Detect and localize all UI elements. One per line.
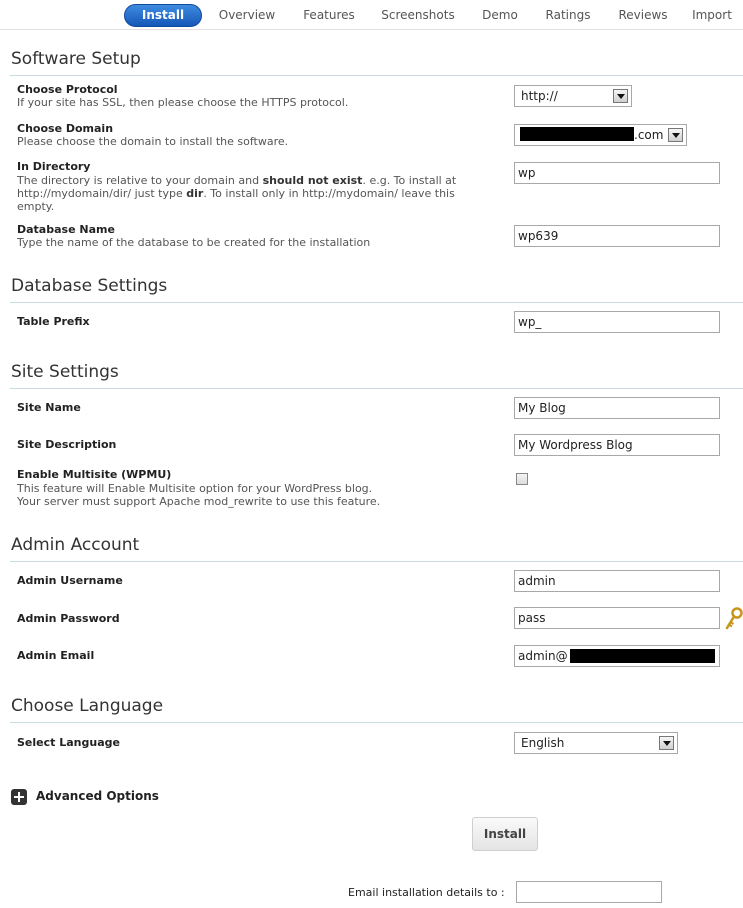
key-icon[interactable] xyxy=(725,607,743,631)
directory-input[interactable]: wp xyxy=(514,162,720,184)
table-prefix-label: Table Prefix xyxy=(17,315,90,328)
language-select-value: English xyxy=(521,736,565,750)
directory-desc-part: . To install only in http://mydomain/ leave this empty. xyxy=(17,187,455,213)
tab-demo[interactable]: Demo xyxy=(482,8,518,22)
admin-email-input[interactable] xyxy=(514,645,720,667)
select-language-label: Select Language xyxy=(17,736,120,749)
site-name-input[interactable]: My Blog xyxy=(514,397,720,419)
tab-screenshots[interactable]: Screenshots xyxy=(381,8,455,22)
section-divider xyxy=(10,561,743,562)
directory-description xyxy=(17,174,487,213)
admin-username-input[interactable]: admin xyxy=(514,570,720,592)
chevron-down-icon xyxy=(668,128,683,142)
section-title-software-setup: Software Setup xyxy=(11,49,141,69)
plus-box-icon[interactable] xyxy=(11,789,27,805)
section-divider xyxy=(10,302,743,303)
section-title-database-settings: Database Settings xyxy=(11,276,168,296)
admin-password-input[interactable]: pass xyxy=(514,607,720,629)
admin-email-value: admin@ xyxy=(518,649,568,663)
language-select[interactable] xyxy=(514,732,678,754)
site-description-label: Site Description xyxy=(17,438,117,451)
section-title-site-settings: Site Settings xyxy=(11,362,119,382)
tab-overview[interactable]: Overview xyxy=(218,8,276,22)
multisite-checkbox[interactable] xyxy=(516,473,528,485)
admin-username-label: Admin Username xyxy=(17,574,123,587)
chevron-down-icon xyxy=(613,89,628,103)
protocol-select[interactable] xyxy=(514,85,632,107)
protocol-select-value: http:// xyxy=(521,89,558,103)
multisite-label: Enable Multisite (WPMU) xyxy=(17,468,172,481)
site-name-label: Site Name xyxy=(17,401,81,414)
multisite-description-2: Your server must support Apache mod_rewrite to use this feature. xyxy=(17,495,381,508)
multisite-description-1: This feature will Enable Multisite option for your WordPress blog. xyxy=(17,482,373,495)
tab-features[interactable]: Features xyxy=(303,8,355,22)
table-prefix-input[interactable]: wp_ xyxy=(514,311,720,333)
domain-suffix: .com xyxy=(634,128,664,142)
admin-email-label: Admin Email xyxy=(17,649,95,662)
directory-desc-part: The directory is relative to your domain and xyxy=(17,174,263,187)
tab-import[interactable]: Import xyxy=(692,8,732,22)
directory-desc-bold: should not exist xyxy=(262,174,363,187)
install-button[interactable]: Install xyxy=(472,817,538,851)
protocol-label: Choose Protocol xyxy=(17,83,118,96)
database-name-description: Type the name of the database to be created for the installation xyxy=(17,236,371,249)
redacted-domain xyxy=(520,127,634,141)
directory-desc-bold: dir xyxy=(186,187,204,200)
directory-desc-part: . e.g. To install at http://mydomain/dir/ just type xyxy=(17,174,457,200)
section-divider xyxy=(10,388,743,389)
tab-ratings[interactable]: Ratings xyxy=(545,8,591,22)
tab-bar xyxy=(0,0,743,30)
chevron-down-icon xyxy=(659,736,674,750)
site-description-input[interactable]: My Wordpress Blog xyxy=(514,434,720,456)
domain-select[interactable] xyxy=(514,124,687,146)
email-details-label: Email installation details to : xyxy=(348,886,505,899)
protocol-description: If your site has SSL, then please choose the HTTPS protocol. xyxy=(17,96,349,109)
section-title-admin-account: Admin Account xyxy=(11,535,140,555)
tab-reviews[interactable]: Reviews xyxy=(618,8,668,22)
database-name-input[interactable]: wp639 xyxy=(514,225,720,247)
database-name-label: Database Name xyxy=(17,223,115,236)
section-divider xyxy=(10,722,743,723)
section-divider xyxy=(10,75,743,76)
section-title-choose-language: Choose Language xyxy=(11,696,164,716)
directory-label: In Directory xyxy=(17,160,91,173)
redacted-email-domain xyxy=(570,649,715,663)
admin-password-label: Admin Password xyxy=(17,612,120,625)
domain-description: Please choose the domain to install the software. xyxy=(17,135,289,148)
advanced-options-toggle[interactable]: Advanced Options xyxy=(36,789,159,803)
domain-label: Choose Domain xyxy=(17,122,114,135)
tab-install[interactable]: Install xyxy=(124,4,202,27)
email-details-input[interactable] xyxy=(516,881,662,903)
